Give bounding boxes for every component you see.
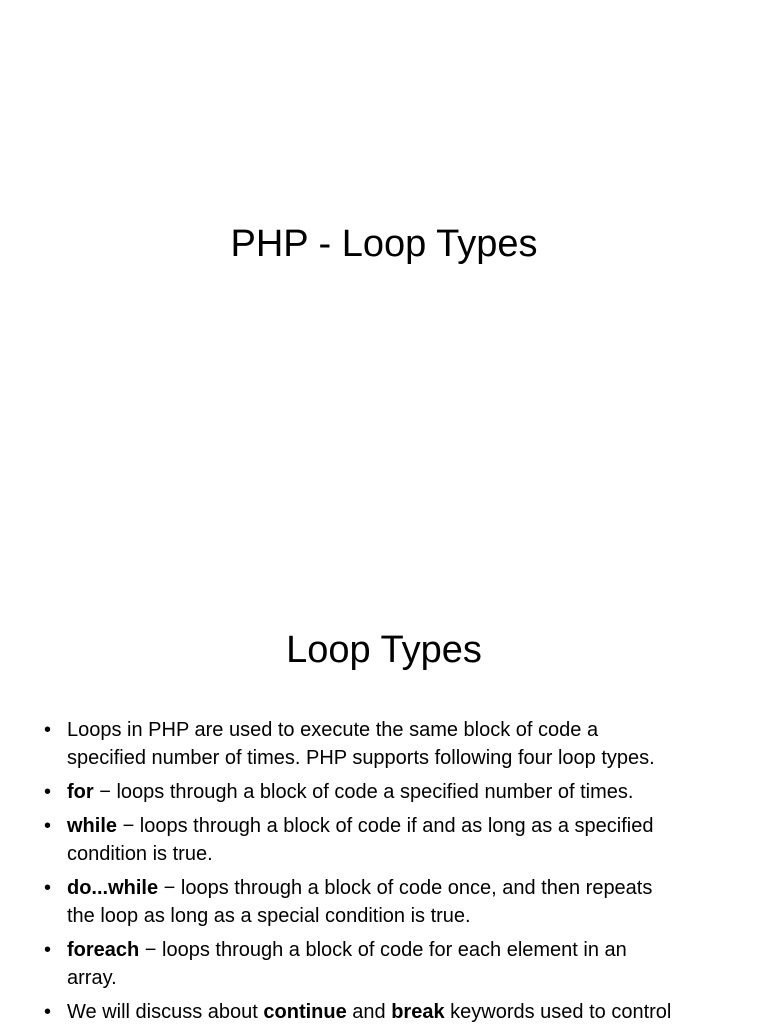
bullet-icon: • bbox=[44, 877, 52, 899]
bullet-text-line: condition is true. bbox=[67, 843, 213, 865]
bullet-text-line: array. bbox=[67, 967, 117, 989]
bullet-item-intro bbox=[44, 716, 734, 772]
bullet-text-line: Loops in PHP are used to execute the same block of code a bbox=[67, 719, 599, 741]
keyword-for: for bbox=[67, 781, 94, 803]
bullet-text-line bbox=[67, 998, 734, 1026]
bullet-text-line bbox=[67, 874, 734, 902]
bullet-icon: • bbox=[44, 939, 52, 961]
bullet-icon: • bbox=[44, 781, 52, 803]
bullet-text-line: specified number of times. PHP supports following four loop types. bbox=[67, 747, 655, 769]
keyword-foreach: foreach bbox=[67, 939, 140, 961]
bullet-item-while bbox=[44, 812, 734, 868]
bullet-text-line bbox=[67, 812, 734, 840]
bullet-icon: • bbox=[44, 1001, 52, 1023]
bullet-item-keywords bbox=[44, 998, 734, 1026]
bullet-text-suffix: keywords used to control bbox=[444, 1001, 672, 1023]
slide-2 bbox=[0, 576, 768, 1024]
bullet-item-for bbox=[44, 778, 734, 806]
keyword-break: break bbox=[391, 1001, 445, 1023]
keyword-while: while bbox=[67, 815, 118, 837]
bullet-description: − loops through a block of code if and as long as a specified bbox=[117, 815, 654, 837]
bullet-item-foreach bbox=[44, 936, 734, 992]
bullet-description: − loops through a block of code once, and then repeats bbox=[158, 877, 653, 899]
bullet-text-middle: and bbox=[346, 1001, 392, 1023]
slide-2-title: Loop Types bbox=[286, 629, 482, 671]
bullet-icon: • bbox=[44, 719, 52, 741]
slide-1-title: PHP - Loop Types bbox=[230, 223, 538, 265]
bullet-description: − loops through a block of code a specified number of times. bbox=[93, 781, 634, 803]
bullet-text-line: the loop as long as a special condition is true. bbox=[67, 905, 471, 927]
keyword-continue: continue bbox=[263, 1001, 347, 1023]
bullet-text-prefix: We will discuss about bbox=[67, 1001, 264, 1023]
bullet-icon: • bbox=[44, 815, 52, 837]
bullet-text-line bbox=[67, 778, 734, 806]
bullet-list bbox=[44, 716, 734, 1032]
keyword-do-while: do...while bbox=[67, 877, 159, 899]
bullet-text-line bbox=[67, 936, 734, 964]
bullet-item-do-while bbox=[44, 874, 734, 930]
bullet-description: − loops through a block of code for each element in an bbox=[139, 939, 627, 961]
